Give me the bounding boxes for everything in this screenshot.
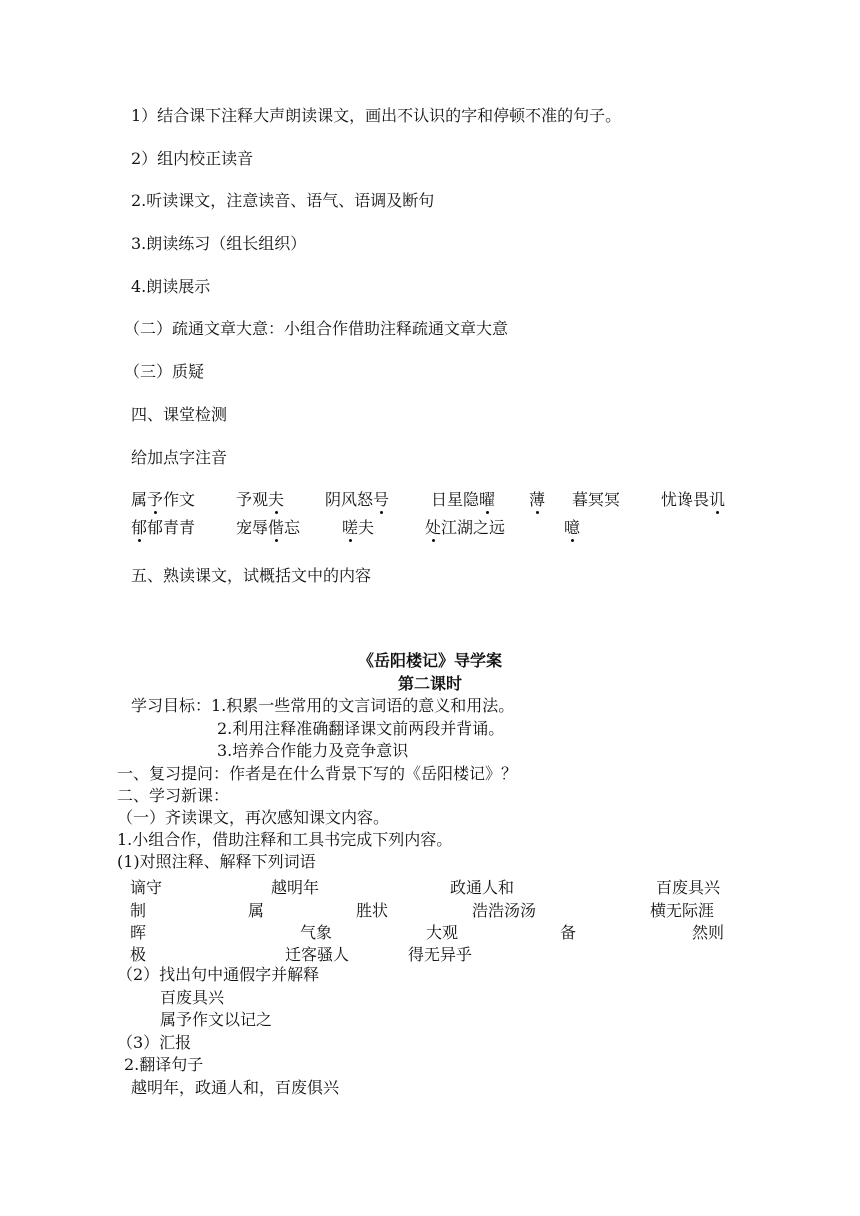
pinyin-item: 忧谗畏讥 [661,490,726,509]
pinyin-item: 薄 [529,490,546,509]
new-lesson-heading: 二、学习新课： [117,786,230,805]
report-heading: （3）汇报 [117,1033,192,1052]
word-item: 政通人和 [450,878,515,897]
learning-goal-2: 2.利用注释准确翻译课文前两段并背诵。 [217,719,505,738]
tongjia-item: 百废具兴 [160,988,225,1007]
word-item: 谪守 [130,878,163,897]
word-item: 大观 [426,923,459,942]
doc-title: 《岳阳楼记》导学案 [357,651,502,670]
step-reading-practice: 3.朗读练习（组长组织） [131,234,307,253]
pinyin-item: 噫 [564,518,581,537]
pinyin-item: 嗟夫 [342,518,375,537]
word-item: 气象 [300,923,333,942]
word-item: 浩浩汤汤 [472,901,537,920]
translate-heading: 2.翻译句子 [124,1055,204,1074]
section-understand-meaning: （二）疏通文章大意：小组合作借助注释疏通文章大意 [124,319,509,338]
word-item: 制 [130,901,147,920]
word-item: 胜状 [356,901,389,920]
read-together: （一）齐读课文，再次感知课文内容。 [117,808,390,827]
words-row [130,875,730,897]
tongjia-item: 属予作文以记之 [160,1010,273,1029]
words-row [130,898,730,920]
section-questions: （三）质疑 [124,362,205,381]
pinyin-item: 宠辱偕忘 [236,518,301,537]
step-read-aloud: 1）结合课下注释大声朗读课文，画出不认识的字和停顿不准的句子。 [131,106,622,125]
task-pinyin: 给加点字注音 [131,448,228,467]
word-item: 属 [248,901,265,920]
translate-sentence: 越明年，政通人和，百废俱兴 [131,1078,340,1097]
word-item: 然则 [692,923,725,942]
group-coop: 1.小组合作，借助注释和工具书完成下列内容。 [117,830,453,849]
pinyin-item: 予观夫 [236,490,285,509]
learning-goal-3: 3.培养合作能力及竞争意识 [217,741,409,760]
word-item: 越明年 [271,878,320,897]
section-classroom-check: 四、课堂检测 [131,405,228,424]
pinyin-item: 日星隐曜 [431,490,496,509]
words-row [130,942,730,964]
pinyin-item: 暮冥冥 [572,490,621,509]
learning-goal-1: 学习目标：1.积累一些常用的文言词语的意义和用法。 [131,696,515,715]
words-row [130,920,730,942]
pinyin-item: 郁郁青青 [131,518,196,537]
pinyin-item: 属予作文 [131,490,196,509]
review-question: 一、复习提问：作者是在什么背景下写的《岳阳楼记》？ [117,764,518,783]
section-summarize: 五、熟读课文，试概括文中的内容 [131,566,372,585]
doc-subtitle: 第二课时 [397,674,462,693]
word-item: 迁客骚人 [285,945,350,964]
word-item: 得无异乎 [408,945,473,964]
pinyin-item: 处江湖之远 [425,518,506,537]
word-item: 横无际涯 [650,901,715,920]
pinyin-item: 阴风怒号 [325,490,390,509]
step-reading-show: 4.朗读展示 [131,277,211,296]
step-listen-read: 2.听读课文，注意读音、语气、语调及断句 [131,191,435,210]
word-item: 极 [130,945,147,964]
word-item: 百废具兴 [656,878,721,897]
explain-words: (1)对照注释、解释下列词语 [117,852,316,871]
word-item: 备 [560,923,577,942]
word-item: 晖 [130,923,147,942]
tongjia-heading: （2）找出句中通假字并解释 [117,965,320,984]
step-correct-pronunciation: 2）组内校正读音 [131,149,254,168]
